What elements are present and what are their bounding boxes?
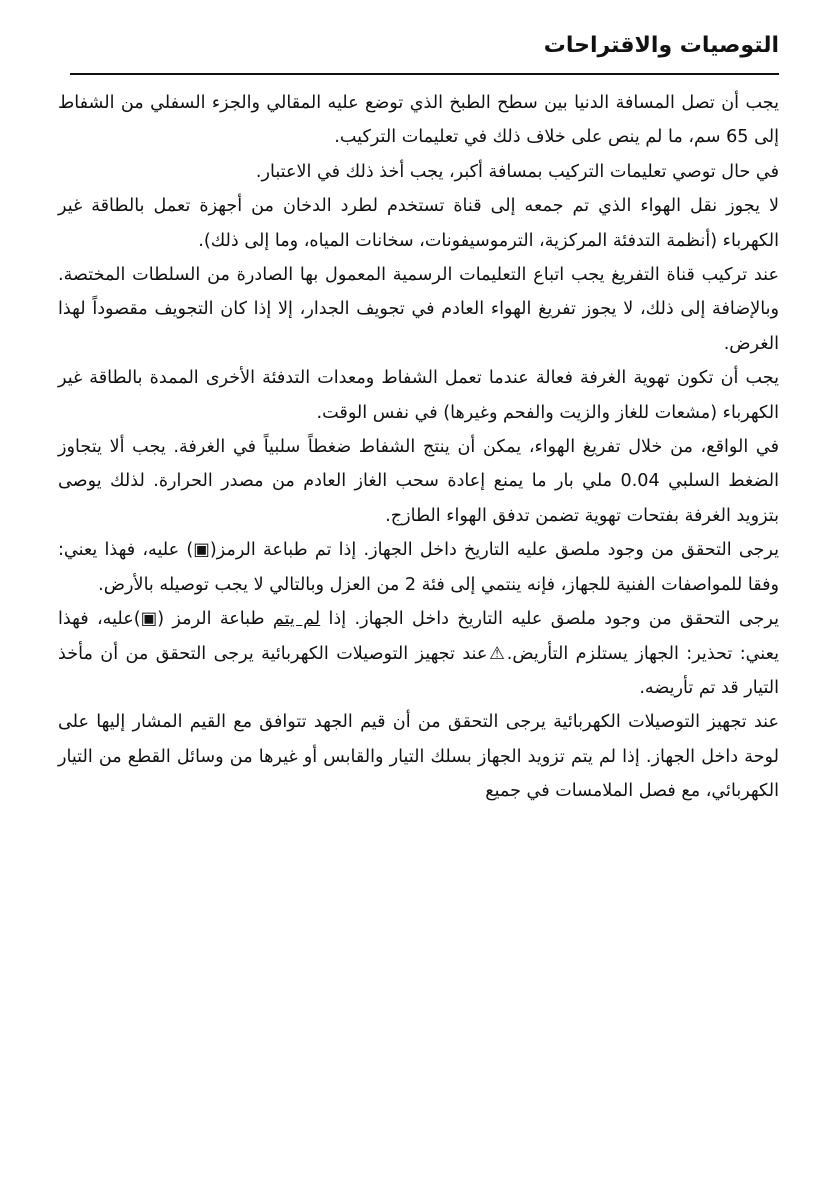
grounding-underlined-text: لم يتم: [272, 609, 321, 630]
page-title: التوصيات والاقتراحات: [543, 33, 779, 58]
paragraph-larger-distance: في حال توصي تعليمات التركيب بمسافة أكبر، يجب أخذ ذلك في الاعتبار.: [255, 161, 779, 182]
grounding-text-after: طباعة الرمز (▣)عليه، فهذا يعني: تحذير: الجهاز يستلزم التأريض.⚠عند تجهيز التوصيلات الكهربائية يرجى التحقق من أن مأخذ التيار قد تم تأريضه.: [58, 609, 779, 698]
grounding-text-before: يرجى التحقق من وجود ملصق عليه التاريخ داخل الجهاز. إذا: [320, 609, 780, 630]
paragraph-negative-pressure: في الواقع، من خلال تفريغ الهواء، يمكن أن ينتج الشفاط ضغطاً سلبياً في الغرفة. يجب ألا يتجاوز الضغط السلبي 0.04 ملي بار ما يمنع إعادة سحب الغاز العادم من مصدر الحرارة. لذلك يوصى بتزويد الغرفة بفتحات تهوية تضمن تدفق الهواء الطازج.: [58, 437, 779, 526]
title-divider: [70, 73, 779, 75]
paragraph-voltage-check: عند تجهيز التوصيلات الكهربائية يرجى التحقق من أن قيم الجهد تتوافق مع القيم المشار إليها على لوحة داخل الجهاز. إذا لم يتم تزويد الجهاز بسلك التيار والقابس أو غيرها من وسائل القطع من التيار الكهربائي، مع فصل الملامسات في جميع: [58, 712, 779, 802]
paragraph-min-distance: يجب أن تصل المسافة الدنيا بين سطح الطبخ الذي توضع عليه المقالي والجزء السفلي من الشفاط إلى 65 سم، ما لم ينص على خلاف ذلك في تعليمات التركيب.: [58, 93, 779, 148]
paragraph-exhaust-duct: لا يجوز نقل الهواء الذي تم جمعه إلى قناة تستخدم لطرد الدخان من أجهزة تعمل بالطاقة غير الكهرباء (أنظمة التدفئة المركزية، الترموسيفونات، سخانات المياه، وما إلى ذلك).: [58, 196, 779, 251]
paragraph-class2-insulation: يرجى التحقق من وجود ملصق عليه التاريخ داخل الجهاز. إذا تم طباعة الرمز(▣) عليه، فهذا يعني: وفقا للمواصفات الفنية للجهاز، فإنه ينتمي إلى فئة 2 من العزل وبالتالي لا يجب توصيله بالأرض.: [58, 540, 779, 595]
paragraph-room-ventilation: يجب أن تكون تهوية الغرفة فعالة عندما تعمل الشفاط ومعدات التدفئة الأخرى الممدة بالطاقة غير الكهرباء (مشعات للغاز والزيت والفحم وغيرها) في نفس الوقت.: [58, 368, 779, 423]
document-body: [58, 86, 779, 809]
paragraph-grounding-warning: [58, 602, 779, 705]
paragraph-duct-regulations: عند تركيب قناة التفريغ يجب اتباع التعليمات الرسمية المعمول بها الصادرة من السلطات المختصة. وبالإضافة إلى ذلك، لا يجوز تفريغ الهواء العادم في تجويف الجدار، إلا إذا كان التجويف مقصوداً لهذا الغرض.: [58, 265, 779, 354]
